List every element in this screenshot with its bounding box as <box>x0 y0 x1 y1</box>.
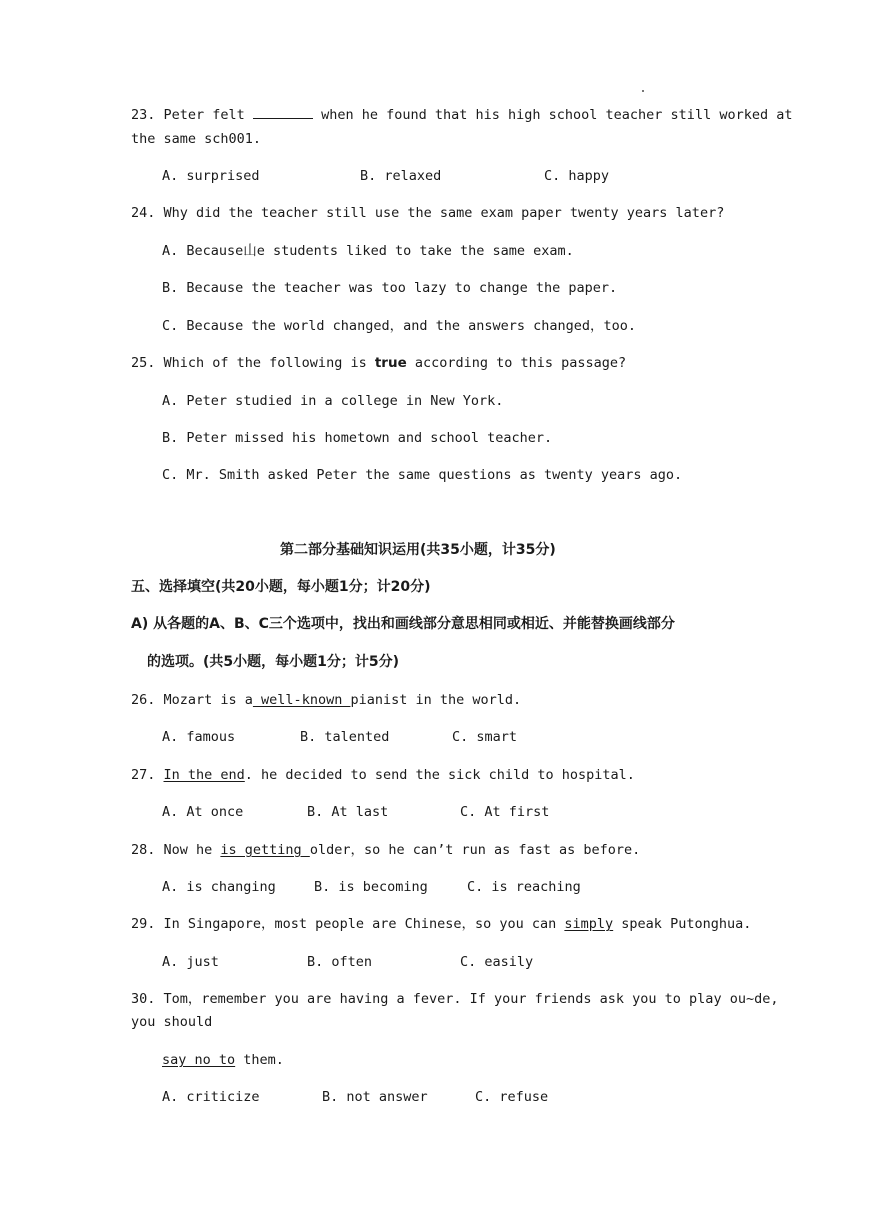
q28-question: 28. Now he is getting older，so he can’t run as fast as before. <box>131 842 641 858</box>
q27-question: 27. In the end. he decided to send the sick child to hospital. <box>131 767 635 783</box>
q25-option-a: A. Peter studied in a college in New York. <box>162 393 504 409</box>
q23-option-c: C. happy <box>544 168 610 184</box>
q28-option-c: C. is reaching <box>467 879 581 895</box>
q25-option-c: C. Mr. Smith asked Peter the same questions as twenty years ago. <box>162 467 683 483</box>
section5-heading: 五、选择填空(共20小题，每小题1分；计20分) <box>131 579 431 595</box>
stray-dot <box>642 90 644 92</box>
q26-option-b: B. talented <box>300 729 390 745</box>
answer-blank <box>253 106 313 119</box>
q23-line1: 23. Peter felt when he found that his high school teacher still worked at <box>131 107 793 123</box>
q29-option-c: C. easily <box>460 954 534 970</box>
q27-option-a: A. At once <box>162 804 244 820</box>
q29-option-a: A. just <box>162 954 219 970</box>
q24-question: 24. Why did the teacher still use the same exam paper twenty years later? <box>131 205 725 221</box>
q30-line1: 30. Tom，remember you are having a fever. If your friends ask you to play ou~de, <box>131 991 779 1007</box>
q29-question: 29. In Singapore，most people are Chinese，so you can simply speak Putonghua. <box>131 916 752 932</box>
q28-option-a: A. is changing <box>162 879 276 895</box>
part2-heading: 第二部分基础知识运用(共35小题，计35分) <box>280 542 556 558</box>
sectionA-instruction-2: 的选项。(共5小题，每小题1分；计5分) <box>147 654 400 670</box>
q29-option-b: B. often <box>307 954 373 970</box>
sectionA-instruction-1: A) 从各题的A、B、C三个选项中，找出和画线部分意思相同或相近、并能替换画线部分 <box>131 616 675 632</box>
q30-option-a: A. criticize <box>162 1089 260 1105</box>
q24-option-a: A. Because山e students liked to take the same exam. <box>162 243 574 259</box>
q30-line3: say no to them. <box>162 1052 284 1068</box>
q26-option-a: A. famous <box>162 729 236 745</box>
q24-option-c: C. Because the world changed，and the answers changed，too. <box>162 318 637 334</box>
q28-option-b: B. is becoming <box>314 879 428 895</box>
q26-question: 26. Mozart is a well-known pianist in the world. <box>131 692 522 708</box>
q30-line2: you should <box>131 1014 213 1030</box>
q23-option-a: A. surprised <box>162 168 260 184</box>
q23-option-b: B. relaxed <box>360 168 442 184</box>
q27-option-c: C. At first <box>460 804 550 820</box>
q23-line2: the same sch001. <box>131 131 262 147</box>
q30-option-c: C. refuse <box>475 1089 549 1105</box>
q26-option-c: C. smart <box>452 729 518 745</box>
q27-option-b: B. At last <box>307 804 389 820</box>
q25-question: 25. Which of the following is true according to this passage? <box>131 355 627 371</box>
q25-option-b: B. Peter missed his hometown and school teacher. <box>162 430 553 446</box>
q30-option-b: B. not answer <box>322 1089 428 1105</box>
q24-option-b: B. Because the teacher was too lazy to change the paper. <box>162 280 618 296</box>
